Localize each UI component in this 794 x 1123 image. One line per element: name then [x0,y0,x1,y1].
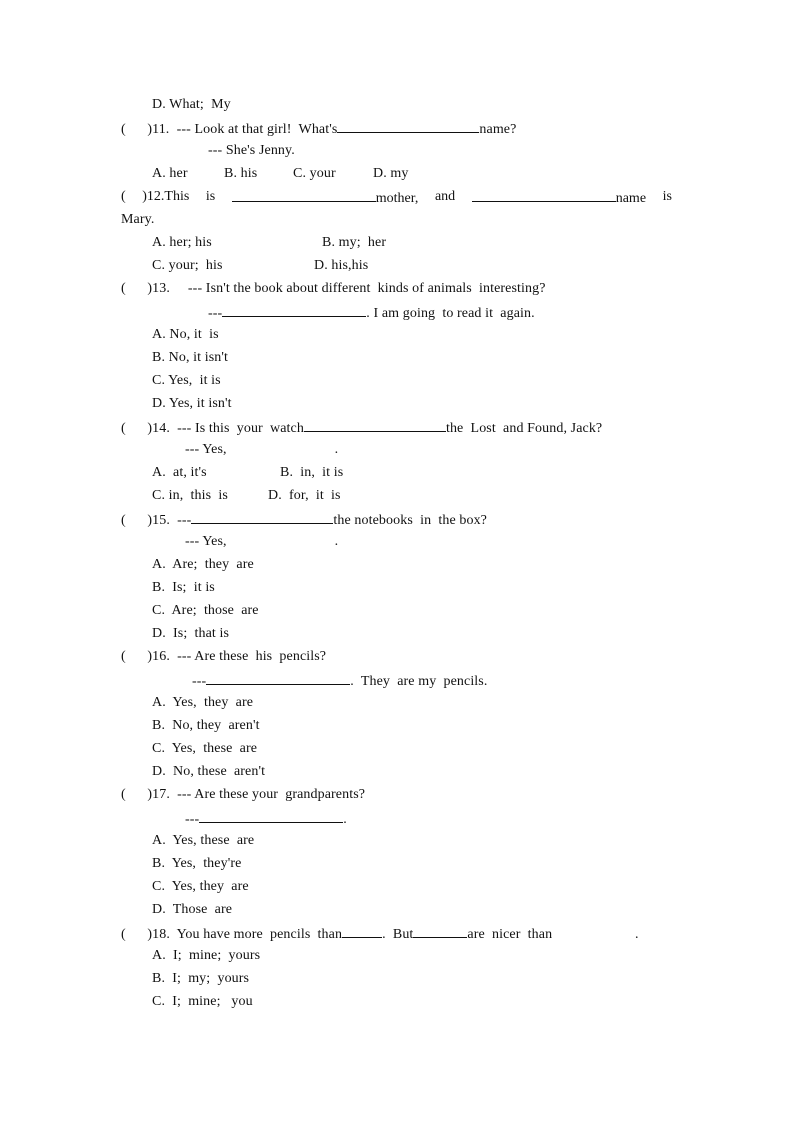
q11-option-c: C. your [293,166,336,181]
q12-continuation: Mary. [121,212,155,227]
q17-reply-dash: --- [185,812,200,827]
q16-reply [192,671,487,691]
q12-stem [121,188,672,208]
q18-blank-2[interactable] [413,924,467,938]
q15-reply: --- Yes, . [185,534,339,549]
q15-stem [121,510,487,530]
q17-reply [185,809,347,829]
q15-option-c: C. Are; those are [152,603,259,618]
q14-blank[interactable] [304,418,446,432]
q11-blank[interactable] [337,119,479,133]
q14-option-d: D. for, it is [268,488,341,503]
q13-reply [208,303,535,323]
q11-paren: ( )11. --- [121,122,191,137]
q13-stem: ( )13. --- Isn't the book about different kinds of animals interesting? [121,281,546,296]
q11-text-b: name? [479,122,517,137]
q12-blank-1[interactable] [232,188,376,202]
q12-word-is-2: is [662,189,672,204]
q12-word-is: is [205,189,216,204]
q12-word-and: and [434,189,456,204]
q12-number: )12.This [142,189,190,204]
q12-word-mother: mother, [375,191,419,206]
q14-stem [121,418,602,438]
q16-blank[interactable] [206,671,350,685]
q18-stem [121,924,639,944]
q12-option-a: A. her; his [152,235,212,250]
q16-option-b: B. No, they aren't [152,718,260,733]
q16-option-c: C. Yes, these are [152,741,258,756]
q13-option-a: A. No, it is [152,327,219,342]
q11-text-a: Look at that girl! What's [190,122,338,137]
q15-option-d: D. Is; that is [152,626,230,641]
q12-blank-2[interactable] [472,188,616,202]
q10-option-d: D. What; My [152,97,231,112]
q12-option-d: D. his,his [314,258,369,273]
q17-option-b: B. Yes, they're [152,856,242,871]
q14-text-a: ( )14. --- Is this your watch [121,421,304,436]
q17-stem: ( )17. --- Are these your grandparents? [121,787,366,802]
q11-option-d: D. my [373,166,409,181]
q14-option-b: B. in, it is [280,465,344,480]
q15-option-b: B. Is; it is [152,580,215,595]
q15-text-b: the notebooks in the box? [333,513,487,528]
q15-option-a: A. Are; they are [152,557,254,572]
q17-blank[interactable] [199,809,343,823]
q17-option-c: C. Yes, they are [152,879,249,894]
q18-option-a: A. I; mine; yours [152,948,261,963]
q18-text-c: are nicer than [467,927,553,942]
q18-text-d: . [552,927,639,942]
q13-option-d: D. Yes, it isn't [152,396,232,411]
q13-option-c: C. Yes, it is [152,373,221,388]
q11-option-a: A. her [152,166,188,181]
q12-option-b: B. my; her [322,235,387,250]
q11-reply: --- She's Jenny. [208,143,295,158]
q12-option-c: C. your; his [152,258,223,273]
q14-option-a: A. at, it's [152,465,207,480]
q15-text-a: ( )15. --- [121,513,192,528]
q14-reply: --- Yes, . [185,442,339,457]
q11-stem [121,119,516,139]
q18-text-a: ( )18. You have more pencils than [121,927,343,942]
q12-paren: ( [121,189,126,204]
q13-option-b: B. No, it isn't [152,350,228,365]
q13-blank[interactable] [222,303,366,317]
q13-reply-dash: --- [208,306,223,321]
q17-option-a: A. Yes, these are [152,833,255,848]
q16-reply-dash: --- [192,674,207,689]
q14-text-b: the Lost and Found, Jack? [445,421,603,436]
q17-option-d: D. Those are [152,902,233,917]
q18-blank-1[interactable] [342,924,382,938]
q16-reply-text: . They are my pencils. [350,674,488,689]
q15-blank[interactable] [191,510,333,524]
q16-option-a: A. Yes, they are [152,695,254,710]
q18-text-b: . But [382,927,414,942]
q13-reply-text: . I am going to read it again. [366,306,535,321]
q14-option-c: C. in, this is [152,488,228,503]
q12-word-name: name [615,191,647,206]
q18-option-b: B. I; my; yours [152,971,250,986]
q18-option-c: C. I; mine; you [152,994,253,1009]
q17-reply-text: . [343,812,347,827]
q16-option-d: D. No, these aren't [152,764,266,779]
q16-stem: ( )16. --- Are these his pencils? [121,649,327,664]
q11-option-b: B. his [224,166,258,181]
